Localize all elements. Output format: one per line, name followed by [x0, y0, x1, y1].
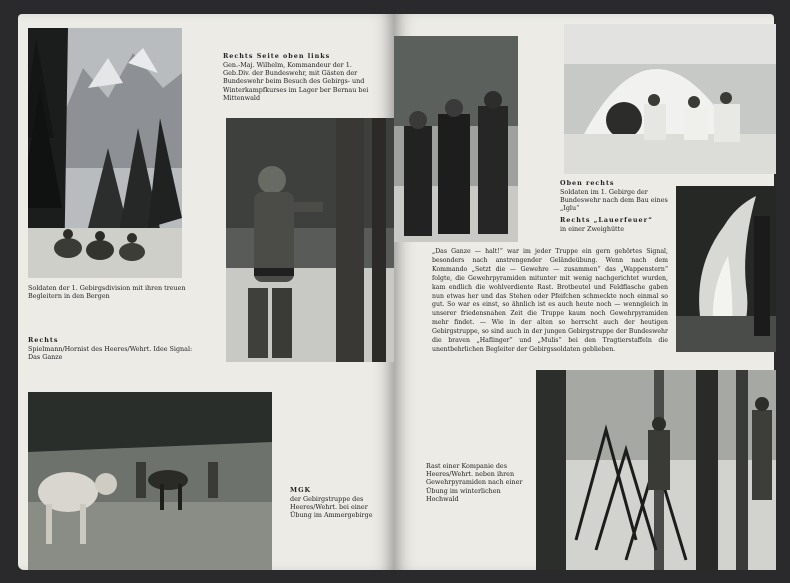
- caption-signal-heading: Rechts: [28, 336, 59, 344]
- caption-signal: Spielmann/Hornist des Heeres/Wehrt. Idee Signal: Das Ganze: [28, 345, 193, 362]
- caption-fire-heading: Rechts „Lauerfeuer“: [560, 216, 653, 224]
- left-page: [18, 14, 394, 570]
- photo-mule-column: [28, 392, 272, 570]
- article-body: „Das Ganze — halt!“ war im jeder Truppe ein gern gehörtes Signal, besonders nach anstrengender Geländeübung. Wenn nach dem Kommando „Setzt die — Gewehre — zusammen“ das „Wappenstern“ folgte, die Gewehrpyramiden mitunter mit wenig nachgerichtet wurden, kam endlich die wohlverdiente Rast. Brotbeutel und Feldflasche gaben nun etwas her und das Stehen oder Pfeifchen schmeckte noch einmal so gut. So war es einst, so ähnlich ist es auch heute noch — wenngleich in unserer friedensnahen Zeit die Truppe kaum noch Gewehrpyramiden mehr findet. — Wie in der alten so herrscht auch der heutigen Gebirgstruppe, so sind auch in der jungen Gebirgstruppe der Bundeswehr die braven „Haflinger“ und „Mulis“ bei den Tragtierstaffeln die unentbehrlichen Begleiter der Gebirgssoldaten geblieben.: [432, 248, 668, 353]
- open-book: [18, 14, 774, 570]
- photo-officers-visit: [394, 36, 518, 242]
- caption-igloo-heading: Oben rechts: [560, 179, 615, 187]
- caption-igloo: Soldaten im 1. Gebirge der Bundeswehr nach dem Bau eines „Iglu“: [560, 188, 668, 213]
- caption-fire: in einer Zweighütte: [560, 225, 624, 233]
- caption-mountain-troops: Soldaten der 1. Gebirgsdivision mit ihren treuen Begleitern in den Bergen: [28, 284, 186, 301]
- photo-campfire: [676, 186, 776, 352]
- caption-company: Rast einer Kompanie des Heeres/Wehrt. neben ihren Gewehrpyramiden nach einer Übung im winterlichen Hochwald: [426, 462, 523, 503]
- photo-mountain-troops: [28, 28, 182, 278]
- caption-mgk-heading: MGK: [290, 486, 312, 494]
- photo-igloo: [564, 24, 776, 174]
- caption-top-center: Gen.-Maj. Wilhelm, Kommandeur der 1. Geb.Div. der Bundeswehr, mit Gästen der Bundeswehr beim Besuch des Gebirgs- und Winterkampfkurses im Lager ber Bernau bei Mittenwald: [223, 61, 369, 102]
- photo-signal-trumpeter: [226, 118, 394, 362]
- photo-rifle-pyramids: [536, 370, 776, 570]
- caption-top-center-heading: Rechts Seite oben links: [223, 52, 331, 60]
- caption-mgk: der Gebirgstruppe des Heeres/Wehrt. bei einer Übung im Ammergebirge: [290, 495, 373, 520]
- right-page: [394, 14, 774, 570]
